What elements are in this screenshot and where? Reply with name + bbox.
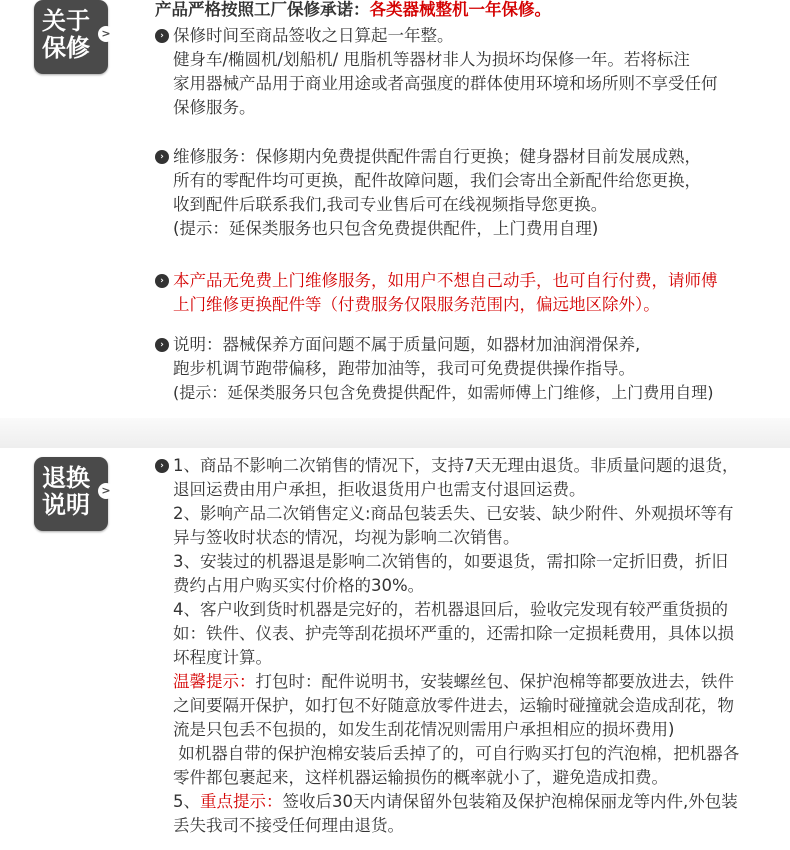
warranty-p2-line: 维修服务：保修期内免费提供配件需自行更换；健身器材目前发展成熟， — [173, 147, 701, 166]
warranty-p4-line: (提示：延保类服务只包含免费提供配件，如需师傅上门维修，上门费用自理) — [173, 383, 714, 402]
tip-line: 如机器自带的保护泡棉安装后丢掉了的，可自行购买打包的汽泡棉，把机器各 — [173, 744, 740, 763]
warranty-badge-line2: 保修 — [42, 34, 90, 62]
tip-line: 流是只包丢不包损的，如发生刮花情况则需用户承担相应的损坏费用) — [173, 720, 675, 739]
warranty-p4-line: 跑步机调节跑带偏移，跑带加油等，我司可免费提供操作指导。 — [173, 359, 635, 378]
key-label: 重点提示： — [200, 792, 283, 811]
returns-line: 如：铁件、仪表、护壳等刮花损坏严重的，还需扣除一定损耗费用，具体以损 — [173, 624, 734, 643]
tip-line: 温馨提示：打包时：配件说明书，安装螺丝包、保护泡棉等都要放进去，铁件 — [173, 672, 734, 691]
warranty-p2-line: (提示：延保类服务也只包含免费提供配件，上门费用自理) — [173, 219, 599, 238]
warranty-p1-line: 保修时间至商品签收之日算起一年整。 — [173, 26, 454, 45]
warranty-p3-line: 本产品无免费上门维修服务，如用户不想自己动手，也可自行付费，请师傅 — [173, 271, 718, 290]
returns-badge — [34, 457, 111, 531]
section-divider — [0, 418, 790, 448]
returns-badge-line1: 退换 — [42, 464, 90, 492]
warranty-p2-line: 所有的零配件均可更换，配件故障问题，我们会寄出全新配件给您更换， — [173, 171, 701, 190]
item5-line: 丢失我司不接受任何理由退货。 — [173, 816, 404, 835]
returns-badge-line2: 说明 — [42, 491, 90, 519]
warranty-heading-highlight: 各类器械整机一年保修。 — [369, 0, 551, 19]
warranty-heading: 产品严格按照工厂保修承诺：各类器械整机一年保修。 — [155, 0, 551, 19]
chevron-right-icon: > — [98, 483, 114, 499]
returns-line: 4、客户收到货时机器是完好的，若机器退回后，验收完发现有较严重货损的 — [173, 600, 728, 619]
returns-line: 3、安装过的机器退是影响二次销售的，如要退货，需扣除一定折旧费，折旧 — [173, 552, 728, 571]
returns-line: 费约占用户购买实付价格的30%。 — [173, 576, 425, 595]
bullet-arrow-icon: › — [155, 150, 169, 164]
tip-line: 零件都包裹起来，这样机器运输损伤的概率就小了，避免造成扣费。 — [173, 768, 668, 787]
bullet-arrow-icon: › — [155, 338, 169, 352]
chevron-right-icon: > — [98, 26, 114, 42]
returns-line: 异与签收时状态的情况，均视为影响二次销售。 — [173, 528, 520, 547]
warranty-p2-line: 收到配件后联系我们,我司专业售后可在线视频指导您更换。 — [173, 195, 608, 214]
warranty-badge-line1: 关于 — [42, 7, 90, 35]
returns-line: 1、商品不影响二次销售的情况下，支持7天无理由退货。非质量问题的退货， — [173, 456, 739, 475]
bullet-arrow-icon: › — [155, 459, 169, 473]
bullet-arrow-icon: › — [155, 274, 169, 288]
returns-line: 2、影响产品二次销售定义:商品包装丢失、已安装、缺少附件、外观损坏等有 — [173, 504, 734, 523]
item5-line: 5、重点提示：签收后30天内请保留外包装箱及保护泡棉保丽龙等内件,外包装 — [173, 792, 738, 811]
warranty-badge — [34, 0, 111, 74]
bullet-arrow-icon: › — [155, 29, 169, 43]
tip-label: 温馨提示： — [173, 672, 256, 691]
warranty-p4-line: 说明：器械保养方面问题不属于质量问题，如器材加油润滑保养, — [173, 335, 641, 354]
returns-line: 退回运费由用户承担，拒收退货用户也需支付退回运费。 — [173, 480, 586, 499]
warranty-p1-line: 健身车/椭圆机/划船机/ 甩脂机等器材非人为损坏均保修一年。若将标注 — [173, 50, 690, 69]
returns-line: 坏程度计算。 — [173, 648, 272, 667]
warranty-p3-line: 上门维修更换配件等（付费服务仅限服务范围内，偏远地区除外）。 — [173, 295, 660, 314]
warranty-p1-line: 家用器械产品用于商业用途或者高强度的群体使用环境和场所则不享受任何 — [173, 74, 718, 93]
warranty-p1-line: 保修服务。 — [173, 98, 256, 117]
tip-line: 之间要隔开保护，如打包不好随意放零件进去，运输时碰撞就会造成刮花，物 — [173, 696, 734, 715]
